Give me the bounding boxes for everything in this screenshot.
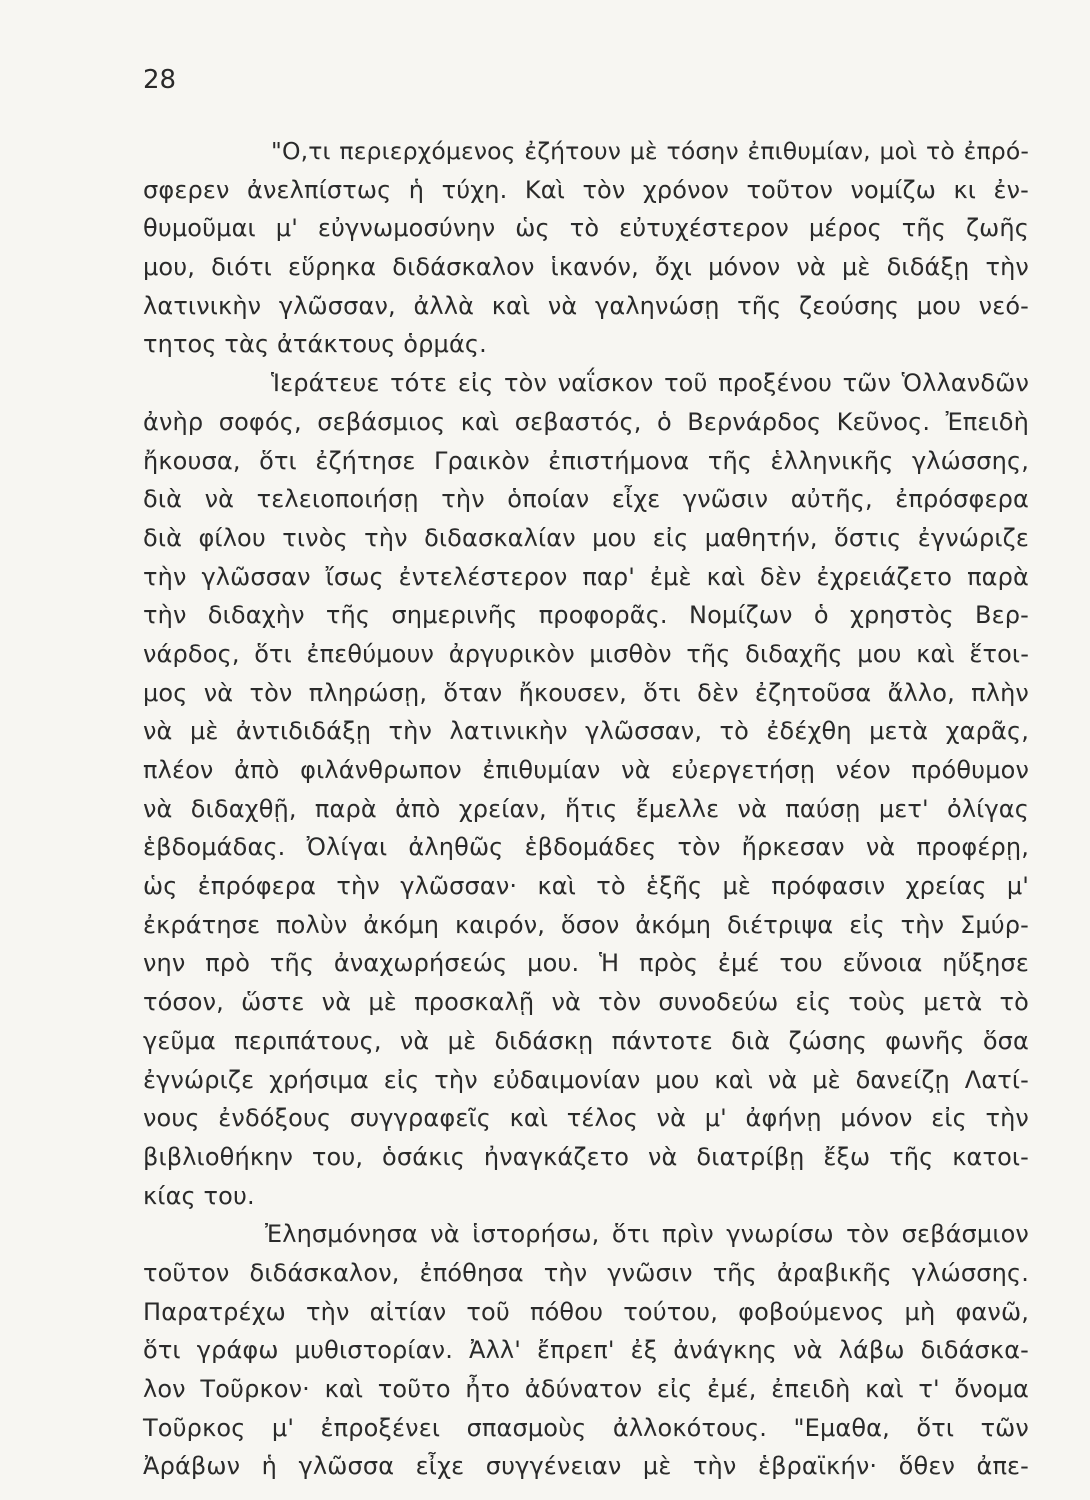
text-line: Ἱεράτευε τότε εἰς τὸν ναΐσκον τοῦ προξένου τῶν Ὁλλανδῶν xyxy=(271,369,1029,398)
text-line: πλέον ἀπὸ φιλάνθρωπον ἐπιθυμίαν νὰ εὐεργετήσῃ νέον πρόθυμον xyxy=(143,756,1029,784)
text-line: μου, διότι εὕρηκα διδάσκαλον ἱκανόν, ὄχι μόνον νὰ μὲ διδάξῃ τὴν xyxy=(143,253,1029,282)
text-line: ἀνὴρ σοφός, σεβάσμιος καὶ σεβαστός, ὁ Βερνάρδος Κεῦνος. Ἐπειδὴ xyxy=(143,407,1029,436)
text-line: ἐκράτησε πολὺν ἀκόμη καιρόν, ὅσον ἀκόμη διέτριψα εἰς τὴν Σμύρ- xyxy=(143,910,1029,939)
text-line: διὰ νὰ τελειοποιήσῃ τὴν ὁποίαν εἶχε γνῶσιν αὐτῆς, ἐπρόσφερα xyxy=(143,485,1029,514)
text-line: τὴν διδαχὴν τῆς σημερινῆς προφορᾶς. Νομίζων ὁ χρηστὸς Βερ- xyxy=(143,601,1029,630)
text-line: ἤκουσα, ὅτι ἐζήτησε Γραικὸν ἐπιστήμονα τῆς ἑλληνικῆς γλώσσης, xyxy=(143,446,1029,475)
text-line: μος νὰ τὸν πληρώσῃ, ὅταν ἤκουσεν, ὅτι δὲν ἐζητοῦσα ἄλλο, πλὴν xyxy=(143,678,1029,707)
text-line: νους ἐνδόξους συγγραφεῖς καὶ τέλος νὰ μ' ἀφήνῃ μόνον εἰς τὴν xyxy=(143,1104,1029,1133)
text-line: Ἐλησμόνησα νὰ ἱστορήσω, ὅτι πρὶν γνωρίσω τὸν σεβάσμιον xyxy=(265,1220,1029,1249)
text-line: ὅτι γράφω μυθιστορίαν. Ἀλλ' ἔπρεπ' ἐξ ἀνάγκης νὰ λάβω διδάσκα- xyxy=(143,1336,1029,1365)
text-line: νην πρὸ τῆς ἀναχωρήσεώς μου. Ἡ πρὸς ἐμέ του εὔνοια ηὔξησε xyxy=(143,949,1029,978)
text-line: κίας του. xyxy=(143,1181,255,1210)
text-line: θυμοῦμαι μ' εὐγνωμοσύνην ὡς τὸ εὐτυχέστερον μέρος τῆς ζωῆς xyxy=(143,214,1029,243)
text-line: Τοῦρκος μ' ἐπροξένει σπασμοὺς ἀλλοκότους. "Εμαθα, ὅτι τῶν xyxy=(143,1413,1029,1442)
text-line: "Ο,τι περιερχόμενος ἐζήτουν μὲ τόσην ἐπιθυμίαν, μοὶ τὸ ἐπρό- xyxy=(271,137,1029,165)
text-line: ὡς ἐπρόφερα τὴν γλῶσσαν· καὶ τὸ ἑξῆς μὲ πρόφασιν χρείας μ' xyxy=(143,872,1029,901)
text-line: Ἀράβων ἡ γλῶσσα εἶχε συγγένειαν μὲ τὴν ἑβραϊκήν· ὅθεν ἀπε- xyxy=(143,1452,1029,1481)
text-line: νὰ διδαχθῇ, παρὰ ἀπὸ χρείαν, ἥτις ἔμελλε νὰ παύσῃ μετ' ὀλίγας xyxy=(143,794,1029,823)
text-line: λατινικὴν γλῶσσαν, ἀλλὰ καὶ νὰ γαληνώσῃ τῆς ζεούσης μου νεό- xyxy=(143,291,1029,320)
text-line: τητος τὰς ἀτάκτους ὁρμάς. xyxy=(143,330,487,359)
text-line: λον Τοῦρκον· καὶ τοῦτο ἦτο ἀδύνατον εἰς ἐμέ, ἐπειδὴ καὶ τ' ὄνομα xyxy=(143,1375,1029,1403)
text-line: βιβλιοθήκην του, ὁσάκις ἠναγκάζετο νὰ διατρίβῃ ἔξω τῆς κατοι- xyxy=(143,1142,1029,1171)
text-line: σφερεν ἀνελπίστως ἡ τύχη. Καὶ τὸν χρόνον τοῦτον νομίζω κι ἐν- xyxy=(143,175,1029,204)
text-line: ἑβδομάδας. Ὀλίγαι ἀληθῶς ἑβδομάδες τὸν ἤρκεσαν νὰ προφέρῃ, xyxy=(143,833,1029,862)
text-line: ἐγνώριζε χρήσιμα εἰς τὴν εὐδαιμονίαν μου καὶ νὰ μὲ δανείζῃ Λατί- xyxy=(143,1065,1029,1094)
body-text xyxy=(143,132,1029,1486)
text-line: τὴν γλῶσσαν ἴσως ἐντελέστερον παρ' ἐμὲ καὶ δὲν ἐχρειάζετο παρὰ xyxy=(143,562,1029,591)
text-line: Παρατρέχω τὴν αἰτίαν τοῦ πόθου τούτου, φοβούμενος μὴ φανῶ, xyxy=(143,1297,1029,1326)
text-line: τοῦτον διδάσκαλον, ἐπόθησα τὴν γνῶσιν τῆς ἀραβικῆς γλώσσης. xyxy=(143,1258,1029,1287)
page-number: 28 xyxy=(143,65,177,95)
text-line: νὰ μὲ ἀντιδιδάξῃ τὴν λατινικὴν γλῶσσαν, τὸ ἐδέχθη μετὰ χαρᾶς, xyxy=(143,717,1029,746)
text-line: νάρδος, ὅτι ἐπεθύμουν ἀργυρικὸν μισθὸν τῆς διδαχῆς μου καὶ ἕτοι- xyxy=(143,639,1029,668)
text-line: διὰ φίλου τινὸς τὴν διδασκαλίαν μου εἰς μαθητήν, ὅστις ἐγνώριζε xyxy=(143,523,1029,552)
text-line: γεῦμα περιπάτους, νὰ μὲ διδάσκῃ πάντοτε διὰ ζώσης φωνῆς ὅσα xyxy=(143,1026,1029,1055)
text-line: τόσον, ὥστε νὰ μὲ προσκαλῇ νὰ τὸν συνοδεύω εἰς τοὺς μετὰ τὸ xyxy=(143,988,1029,1017)
